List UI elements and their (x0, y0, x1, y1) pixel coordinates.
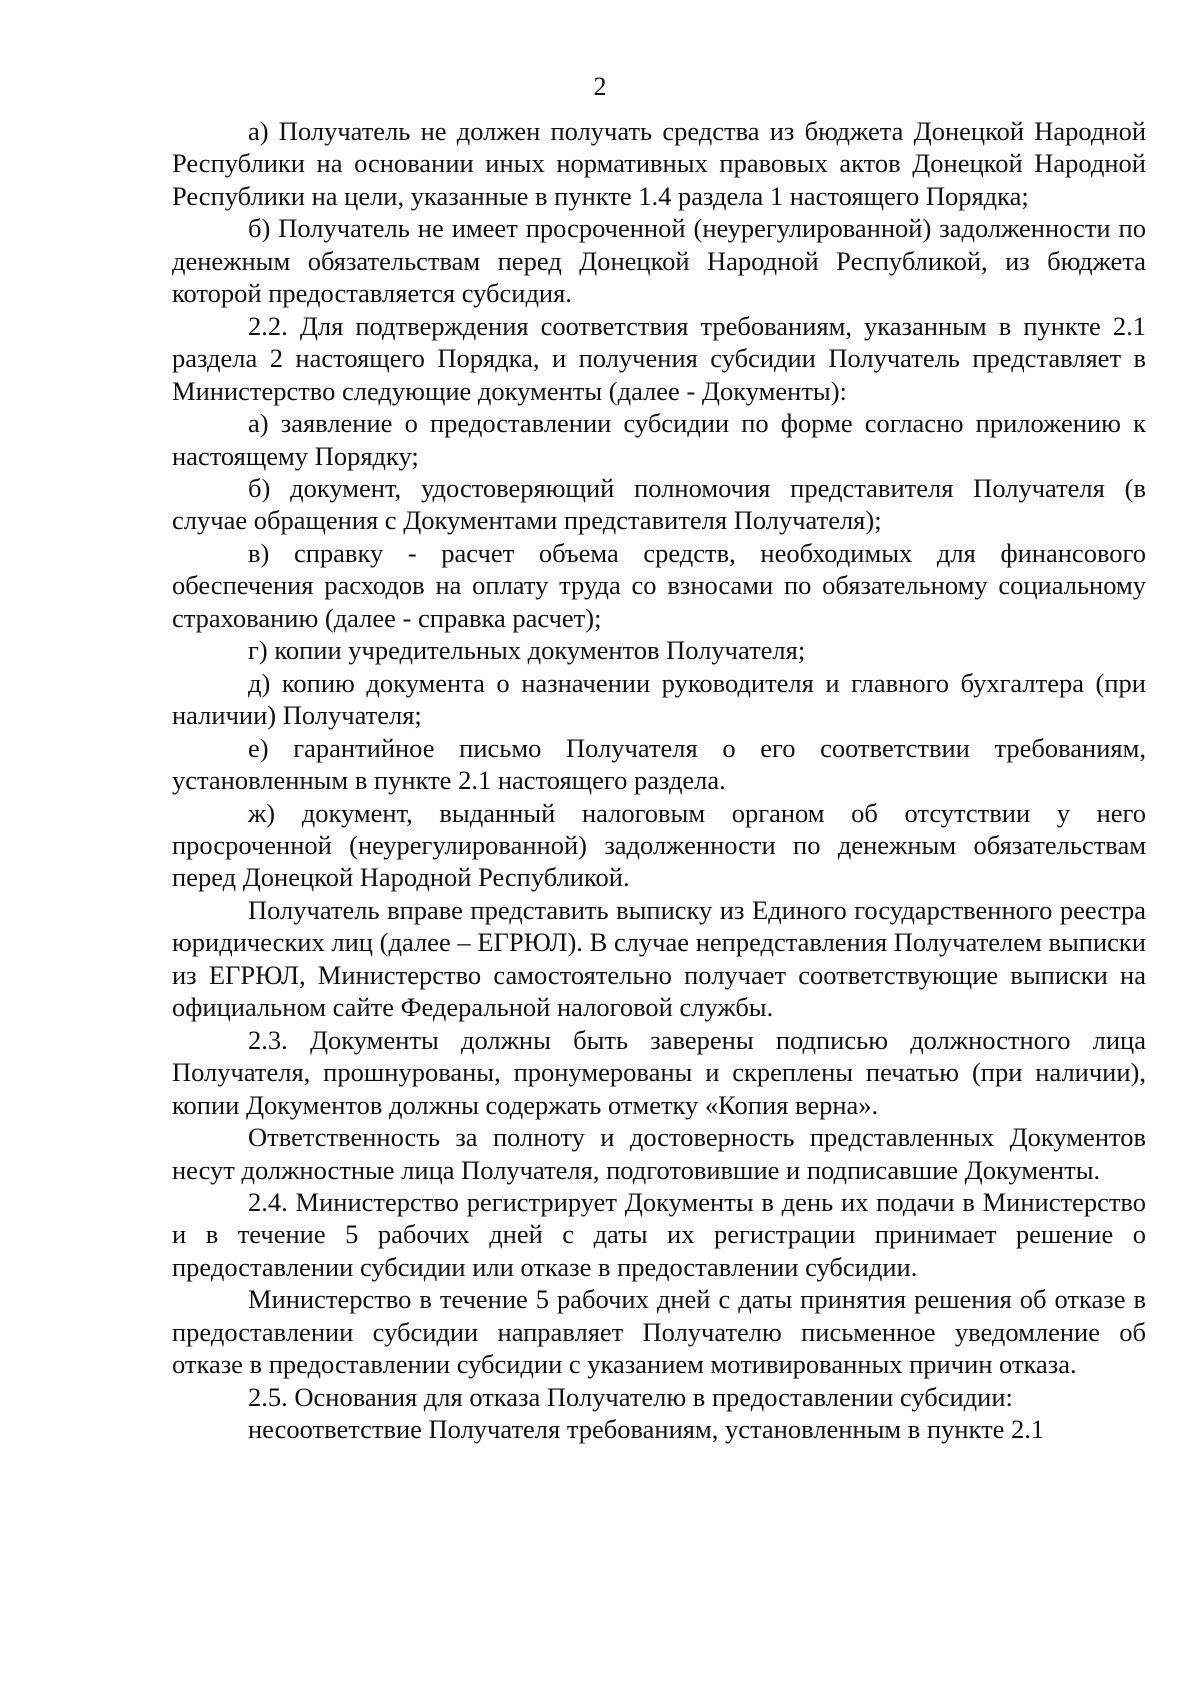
paragraph-egrul-extract: Получатель вправе представить выписку из Единого государственного реестра юридических лиц (далее – ЕГРЮЛ). В случае непредставления Получателем выписки из ЕГРЮЛ, Министерство самостоятельно получает соответствующие выписки на официальном сайте Федеральной налоговой службы. (172, 894, 1146, 1023)
paragraph-doc-e-appointment: д) копию документа о назначении руководителя и главного бухгалтера (при наличии) Получателя; (172, 667, 1146, 731)
document-body (172, 115, 1146, 1446)
paragraph-responsibility: Ответственность за полноту и достоверность представленных Документов несут должностные лица Получателя, подготовившие и подписавшие Документы. (172, 1122, 1146, 1185)
page-number: 2 (593, 72, 607, 101)
paragraph-2-4-registration: 2.4. Министерство регистрирует Документы в день их подачи в Министерство и в течение 5 рабочих дней с даты их регистрации принимает решение о предоставлении субсидии или отказе в предоставлении субсидии. (172, 1186, 1146, 1282)
paragraph-b-no-debt: б) Получатель не имеет просроченной (неурегулированной) задолженности по денежным обязательствам перед Донецкой Народной Республикой, из бюджета которой предоставляется субсидия. (172, 213, 1146, 309)
paragraph-doc-f-guarantee-letter: е) гарантийное письмо Получателя о его соответствии требованиям, установленным в пункте 2.1 настоящего раздела. (172, 732, 1146, 796)
paragraph-refusal-notice: Министерство в течение 5 рабочих дней с даты принятия решения об отказе в предоставлении субсидии направляет Получателю письменное уведомление об отказе в предоставлении субсидии с указанием мотивированных причин отказа. (172, 1284, 1146, 1380)
paragraph-2-3-certification: 2.3. Документы должны быть заверены подписью должностного лица Получателя, прошнурованы, пронумерованы и скреплены печатью (при наличии), копии Документов должны содержать отметку «Копия верна». (172, 1024, 1146, 1120)
paragraph-doc-b-authority: б) документ, удостоверяющий полномочия представителя Получателя (в случае обращения с Документами представителя Получателя); (172, 472, 1146, 536)
paragraph-doc-c-calculation: в) справку - расчет объема средств, необходимых для финансового обеспечения расходов на оплату труда со взносами по обязательному социальному страхованию (далее - справка расчет); (172, 537, 1146, 633)
paragraph-doc-a-application: а) заявление о предоставлении субсидии по форме согласно приложению к настоящему Порядку; (172, 408, 1146, 471)
paragraph-a-recipient-funds: а) Получатель не должен получать средства из бюджета Донецкой Народной Республики на основании иных нормативных правовых актов Донецкой Народной Республики на цели, указанные в пункте 1.4 раздела 1 настоящего Порядка; (172, 116, 1146, 211)
paragraph-2-2-documents: 2.2. Для подтверждения соответствия требованиям, указанным в пункте 2.1 раздела 2 настоящего Порядка, и получения субсидии Получатель представляет в Министерство следующие документы (далее - Документы): (172, 310, 1146, 406)
paragraph-doc-d-founding-docs: г) копии учредительных документов Получателя; (248, 635, 806, 666)
paragraph-doc-g-tax-certificate: ж) документ, выданный налоговым органом об отсутствии у него просроченной (неурегулированной) задолженности по денежным обязательствам перед Донецкой Народной Республикой. (172, 797, 1146, 893)
paragraph-2-5-refusal-grounds: 2.5. Основания для отказа Получателю в предоставлении субсидии: (248, 1381, 1013, 1412)
paragraph-noncompliance: несоответствие Получателя требованиям, установленным в пункте 2.1 (248, 1414, 1045, 1445)
